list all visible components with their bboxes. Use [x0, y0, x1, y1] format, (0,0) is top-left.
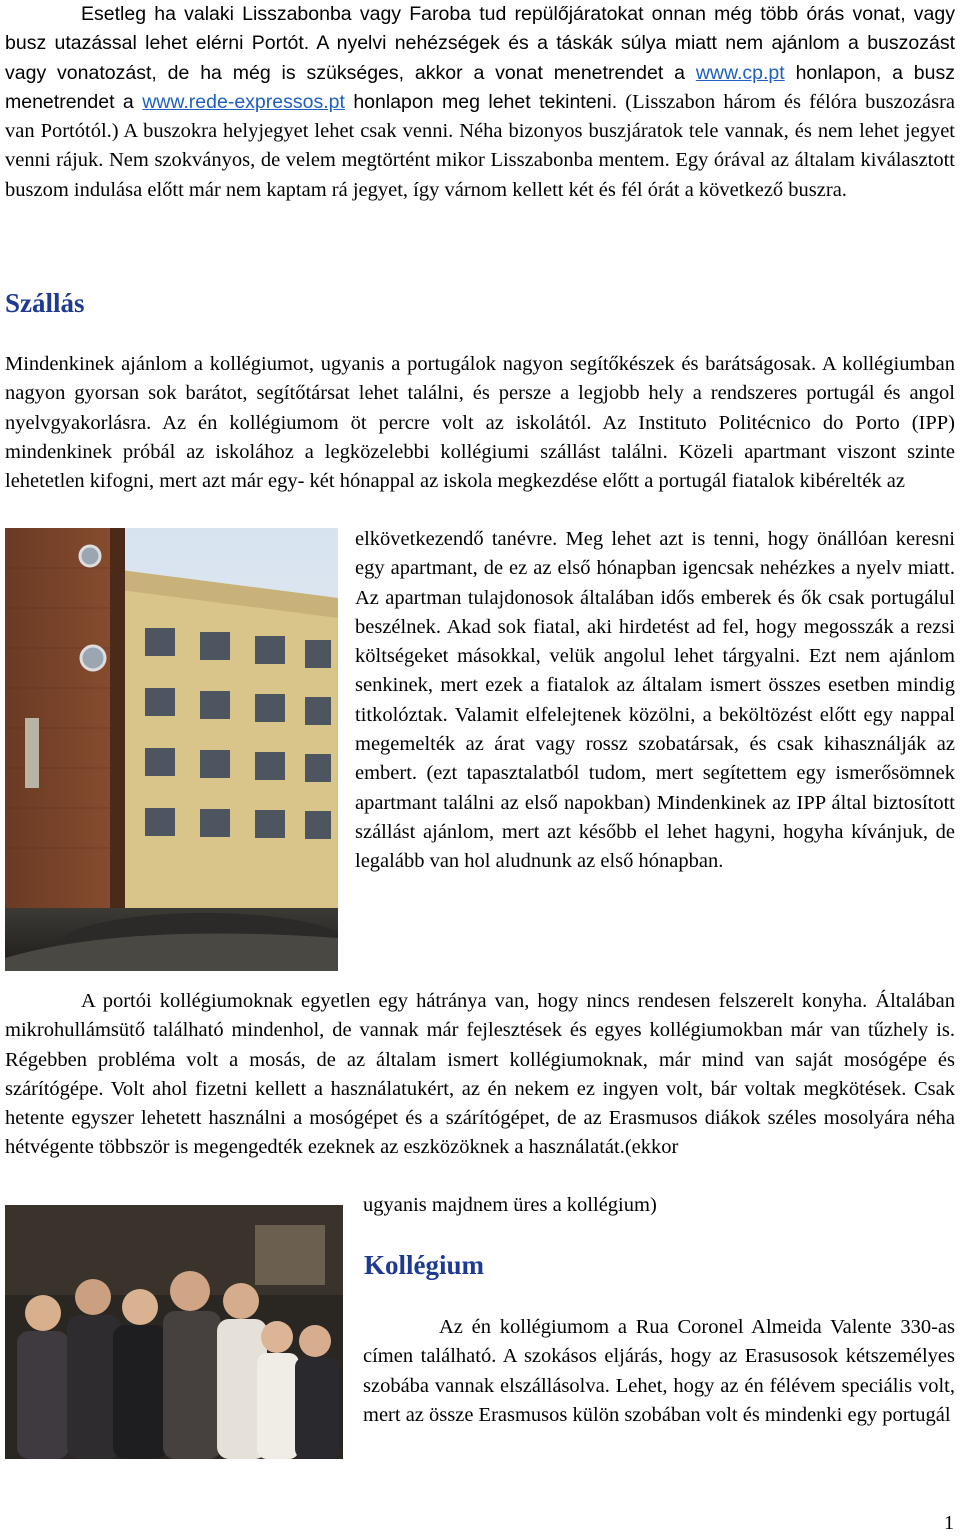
heading-szallas: Szállás [5, 288, 85, 318]
paragraph-dormitory-drawbacks: A portói kollégiumoknak egyetlen egy hátránya van, hogy nincs rendesen felszerelt konyha. Általában mikrohullámsütő található mindenhol, de vannak már fejlesztések és egyes kollégiumokban már van tűzhely is. Régebben probléma volt a mosás, de az általam ismert kollégiumoknak, már mind van saját mosógépe és szárítógépe. Volt ahol fizetni kellett a használatukért, az én nekem ez ingyen volt, bár voltak megkötések. Csak hetente egyszer lehetett használni a mosógépet és a szárítógépet, de az Erasmusos diákok széles mosolyára néha hétvégente többször is megengedték ezeknek az eszközöknek a használatát.(ekkor [5, 990, 955, 1159]
heading-kollegium: Kollégium [364, 1250, 484, 1280]
group-image [5, 1205, 343, 1459]
dormitory-building-photo [5, 528, 338, 971]
rede-expressos-link[interactable]: www.rede-expressos.pt [142, 90, 345, 113]
paragraph-accommodation: Mindenkinek ajánlom a kollégiumot, ugyanis a portugálok nagyon segítőkészek és barátságosak. A kollégiumban nagyon gyorsan sok barátot, segítőtársat lehet találni, és persze a legjobb hely a rendszeres portugál és angol nyelvgyakorlásra. Az én kollégiumom öt percre volt az iskolától. Az Instituto Politécnico do Porto (IPP) mindenkinek próbál az iskolához a legközelebbi kollégiumi szállást találni. Közeli apartmant viszont szinte lehetetlen kifogni, mert azt már egy- két hónappal az iskola megkezdése előtt a portugál fiatalok kibérelték az [5, 353, 955, 493]
travel-text-bus: (Lisszabon három és félóra buszozásra van Portótól.) A buszokra helyjegyet lehet csak venni. Néha bizonyos buszjáratok tele vannak, és nem lehet jegyet venni rájuk. Nem szokványos, de velem megtörtént mikor Lisszabonba mentem. Egy órával az általam kiválasztott buszom indulása előtt már nem kaptam rá jegyet, így várnom kellett két és fél órát a következő buszra. [5, 90, 956, 201]
paragraph-my-dormitory: Az én kollégiumom a Rua Coronel Almeida Valente 330-as címen található. A szokásos eljárás, hogy az Erasusosok kétszemélyes szobába vannak elszállásolva. Lehet, hogy az én félévem speciális volt, mert az össze Erasmusos külön szobában volt és mindenki egy portugál [363, 1316, 955, 1426]
paragraph-travel [5, 0, 955, 205]
travel-text-end: honlapon meg lehet tekinteni. [344, 90, 618, 113]
paragraph-accommodation-side: elkövetkezendő tanévre. Meg lehet azt is tenni, hogy önállóan keresni egy apartmant, de ez az első hónapban igencsak nehézkes a nyelv miatt. Az apartman tulajdonosok általában idős emberek és ők csak portugálul beszélnek. Akad sok fiatal, aki hirdetést ad fel, hogy megosszák a rezsi költségeket másokkal, velük angolul lehet tárgyalni. Ezt nem ajánlom senkinek, mert ezek a fiatalok az általam ismert összes esetben mindig titkolóztak. Valamit elfelejtenek közölni, a beköltözést előtt egy nappal megemelték az árat vagy rossz szobatársak, és csak kihasználják az embert. (ezt tapasztalatból tudom, mert segítettem egy ismerősömnek apartmant találni az első napokban) Mindenkinek az IPP által biztosított szállást ajánlom, mert azt később el lehet hagyni, hogyha kívánjuk, de legalább van hol aludnunk az első hónapban. [355, 528, 955, 873]
cp-link[interactable]: www.cp.pt [695, 61, 785, 84]
travel-text-mid: honlapon, a busz menetrendet a [5, 61, 955, 113]
building-image [5, 528, 338, 971]
students-group-photo [5, 1205, 343, 1459]
paragraph-dormitory-drawbacks-end: ugyanis majdnem üres a kollégium) [363, 1194, 657, 1216]
page-number: 1 [944, 1512, 954, 1534]
travel-text-start: Esetleg ha valaki Lisszabonba vagy Faroba tud repülőjáratokat onnan még több órás vonat, vagy busz utazással lehet elérni Portót. A nyelvi nehézségek és a táskák súlya miatt nem ajánlom a buszozást vagy vonatozást, de ha még is szükséges, akkor a vonat menetrendet a [5, 3, 955, 84]
